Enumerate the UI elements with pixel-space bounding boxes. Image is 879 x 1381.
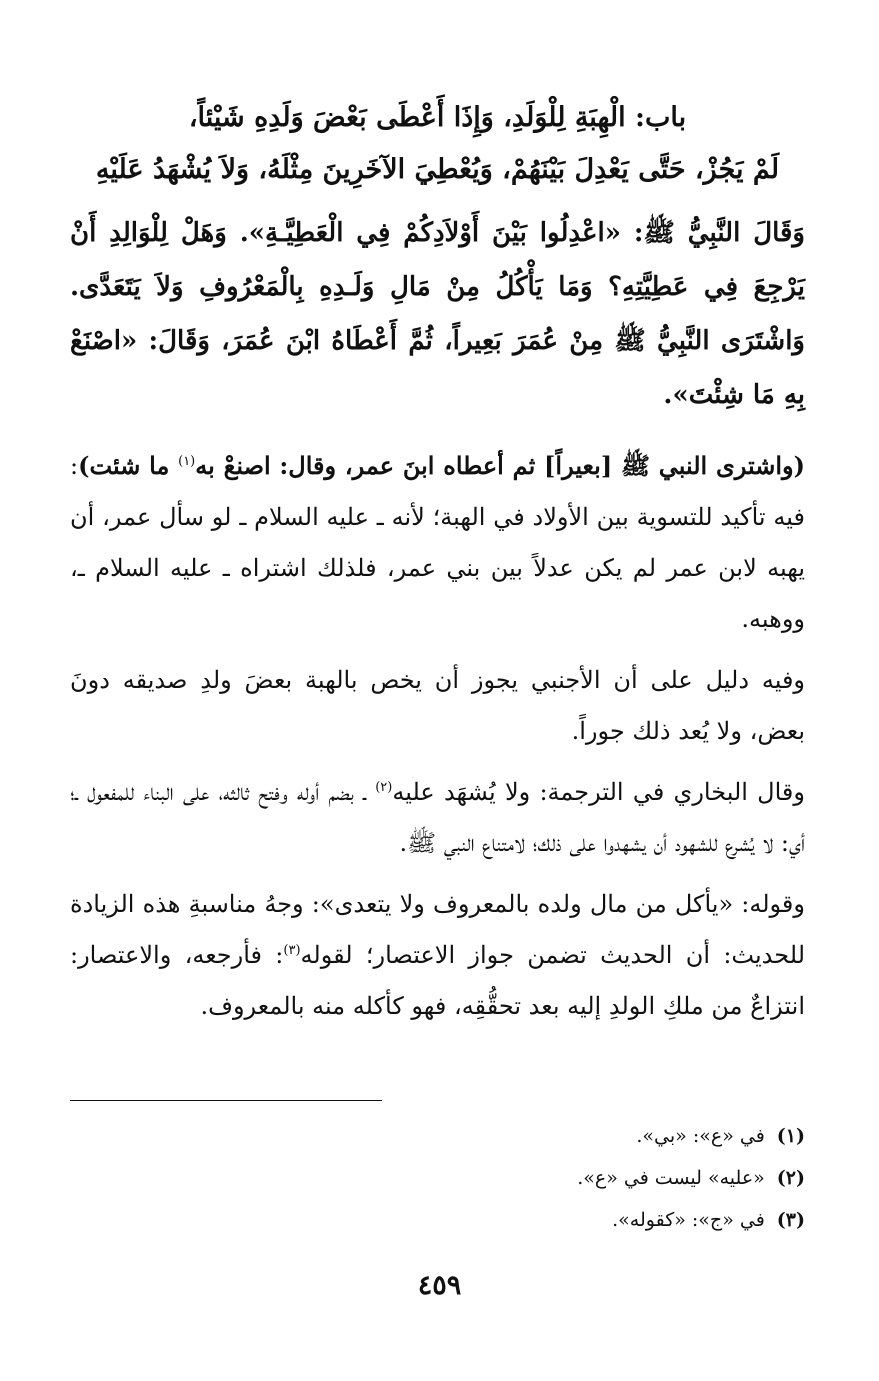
- commentary-text: وقوله: «يأكل من مال ولده بالمعروف ولا يتعدى»: وجهُ مناسبةِ هذه الزيادة للحديث: أن الحديث تضمن جواز الاعتصار؛ لقوله: [70, 890, 805, 969]
- commentary-paragraph: [70, 767, 805, 869]
- chapter-heading: [70, 92, 805, 196]
- footnote-text: «عليه» ليست في «ع».: [577, 1167, 765, 1189]
- footnote-ref-3: (٣): [283, 943, 301, 958]
- footnote-text: في «ج»: «كقوله».: [612, 1209, 765, 1231]
- footnote-ref-2: (٢): [375, 780, 393, 795]
- hadith-text: وَقَالَ النَّبِيُّ ﷺ: «اعْدِلُوا بَيْنَ أَوْلاَدِكُمْ فِي الْعَطِيَّـةِ». وَهَلْ لِلْوَالِدِ أَنْ يَرْجِعَ فِي عَطِيَّتِهِ؟ وَمَا يَأْكُلُ مِنْ مَالِ وَلَـدِهِ بِالْمَعْرُوفِ وَلاَ يَتَعَدَّى. وَاشْتَرَى النَّبِيُّ ﷺ مِنْ عُمَرَ بَعِيراً، ثُمَّ أَعْطَاهُ ابْنَ عُمَرَ، وَقَالَ: «اصْنَعْ بِهِ مَا شِئْتَ».: [70, 218, 805, 410]
- bab-label: باب: [645, 102, 687, 133]
- page-body: [70, 92, 805, 1042]
- footnotes: [70, 1115, 805, 1241]
- commentary-text: : فأرجعه، والاعتصار: انتزاعٌ من ملكِ الولدِ إليه بعد تحقُّقِه، فهو كأكله منه بالمعروف.: [70, 941, 805, 1020]
- commentary-lemma-end: ما شئت): [78, 451, 179, 480]
- commentary-paragraph: [70, 879, 805, 1032]
- footnote-3: [70, 1199, 805, 1241]
- footnote-number: (٣): [776, 1209, 805, 1231]
- commentary-lemma: (واشترى النبي ﷺ [بعيراً] ثم أعطاه ابنَ عمر، وقال: اصنعْ به: [195, 451, 805, 480]
- commentary-paragraph: [70, 440, 805, 645]
- commentary-text: : فيه تأكيد للتسوية بين الأولاد في الهبة؛ لأنه ـ عليه السلام ـ لو سأل عمر، أن يهبه لابن عمر لم يكن عدلاً بين بني عمر، فلذلك اشتراه ـ عليه السلام ـ، ووهبه.: [70, 452, 805, 633]
- commentary-text: وفيه دليل على أن الأجنبي يجوز أن يخص بالهبة بعضَ ولدِ صديقه دونَ بعض، ولا يُعد ذلك جوراً.: [70, 666, 805, 745]
- footnote-2: [70, 1157, 805, 1199]
- page-number: ٤٥٩: [417, 1270, 462, 1301]
- commentary-text: وقال البخاري في الترجمة: ولا يُشهَد عليه: [392, 778, 805, 806]
- footnote-number: (٢): [776, 1167, 805, 1189]
- chapter-heading-line-1: [70, 92, 805, 144]
- footnote-number: (١): [776, 1125, 805, 1147]
- footnote-1: [70, 1115, 805, 1157]
- chapter-title-line-1: : الْهِبَةِ لِلْوَلَدِ، وَإِذَا أَعْطَى بَعْضَ وَلَدِهِ شَيْئاً،: [188, 102, 645, 133]
- footnote-separator: [70, 1100, 382, 1101]
- chapter-title-line-2: لَمْ يَجُزْ، حَتَّى يَعْدِلَ بَيْنَهُمْ، وَيُعْطِيَ الآخَرِينَ مِثْلَهُ، وَلاَ يُشْهَدُ عَلَيْهِ: [95, 154, 780, 185]
- commentary-text: ـ بضم أوله وفتح ثالثه، على البناء للمفعول ـ؛ أي: لا يُشرع للشهود أن يشهدوا على ذلك؛ لامتناع النبي ﷺ.: [70, 778, 805, 857]
- footnote-ref-1: (١): [178, 454, 196, 469]
- commentary-paragraph: [70, 655, 805, 757]
- footnote-text: في «ع»: «بي».: [636, 1125, 765, 1147]
